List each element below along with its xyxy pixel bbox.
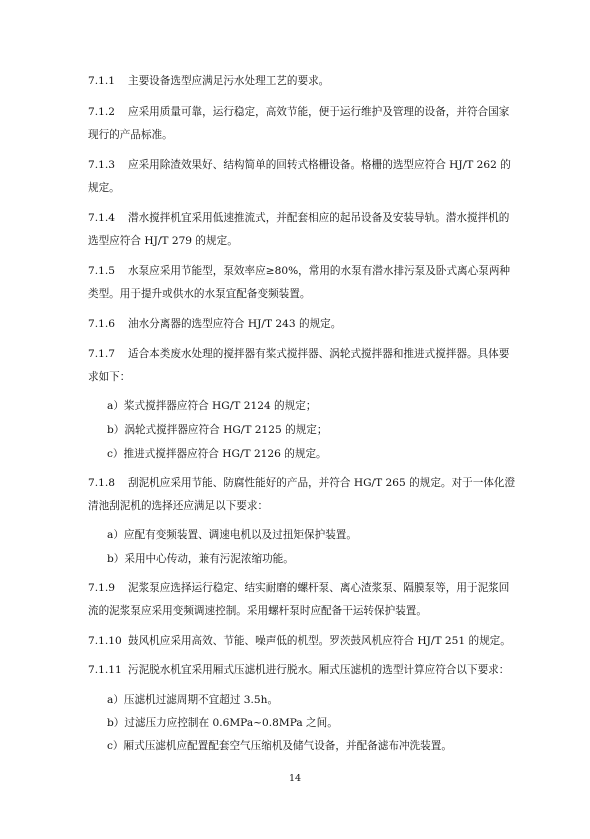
- clause-text: 主要设备选型应满足污水处理工艺的要求。: [128, 75, 330, 87]
- clause-continuation: 清池刮泥机的选择还应满足以下要求：: [88, 500, 269, 512]
- list-item: a）压滤机过滤周期不宜超过 3.5h。: [107, 694, 279, 706]
- clause-text: 应采用质量可靠，运行稳定，高效节能，便于运行维护及管理的设备，并符合国家: [128, 106, 510, 118]
- clause-text: 适合本类废水处理的搅拌器有桨式搅拌器、涡轮式搅拌器和推进式搅拌器。具体要: [128, 348, 510, 360]
- clause-number: 7.1.6: [88, 318, 115, 330]
- clause-number: 7.1.10: [88, 635, 122, 647]
- clause-number: 7.1.1: [88, 75, 115, 87]
- clause-7-1-7: [88, 347, 530, 361]
- list-item: c）推进式搅拌器应符合 HG/T 2126 的规定。: [107, 448, 327, 460]
- clause-continuation: 现行的产品标准。: [88, 129, 173, 141]
- clause-7-1-2: [88, 105, 530, 119]
- list-item: b）采用中心传动，兼有污泥浓缩功能。: [107, 553, 294, 565]
- clause-text: 应采用除渣效果好、结构简单的回转式格栅设备。格栅的选型应符合 HJ/T 262 的: [128, 159, 511, 171]
- clause-number: 7.1.11: [88, 664, 122, 676]
- clause-number: 7.1.3: [88, 159, 115, 171]
- clause-text: 泥浆泵应选择运行稳定、结实耐磨的螺杆泵、离心渣浆泵、隔膜泵等，用于泥浆回: [128, 582, 510, 594]
- clause-text: 潜水搅拌机宜采用低速推流式，并配套相应的起吊设备及安装导轨。潜水搅拌机的: [128, 212, 510, 224]
- clause-number: 7.1.7: [88, 348, 115, 360]
- clause-continuation: 规定。: [88, 182, 120, 194]
- clause-text: 刮泥机应采用节能、防腐性能好的产品，并符合 HG/T 265 的规定。对于一体化澄: [128, 477, 516, 489]
- clause-7-1-4: [88, 211, 530, 225]
- clause-7-1-3: [88, 158, 530, 172]
- clause-continuation: 类型。用于提升或供水的水泵宜配备变频装置。: [88, 288, 311, 300]
- clause-text: 鼓风机应采用高效、节能、噪声低的机型。罗茨鼓风机应符合 HJ/T 251 的规定。: [128, 635, 511, 647]
- clause-number: 7.1.9: [88, 582, 115, 594]
- clause-text: 油水分离器的选型应符合 HJ/T 243 的规定。: [128, 318, 342, 330]
- clause-text: 污泥脱水机宜采用厢式压滤机进行脱水。厢式压滤机的选型计算应符合以下要求：: [128, 664, 510, 676]
- clause-number: 7.1.8: [88, 477, 115, 489]
- clause-text: 水泵应采用节能型，泵效率应≥80%，常用的水泵有潜水排污泵及卧式离心泵两种: [128, 265, 511, 277]
- clause-continuation: 求如下：: [88, 371, 131, 383]
- clause-7-1-11: [88, 663, 530, 677]
- clause-7-1-10: [88, 634, 530, 648]
- clause-number: 7.1.4: [88, 212, 115, 224]
- list-item: a）应配有变频装置、调速电机以及过扭矩保护装置。: [107, 529, 357, 541]
- clause-7-1-8: [88, 476, 530, 490]
- clause-7-1-9: [88, 581, 530, 595]
- list-item: b）涡轮式搅拌器应符合 HG/T 2125 的规定；: [107, 424, 328, 436]
- clause-7-1-5: [88, 264, 530, 278]
- list-item: b）过滤压力应控制在 0.6MPa~0.8MPa 之间。: [107, 717, 338, 729]
- clause-number: 7.1.2: [88, 106, 115, 118]
- clause-7-1-6: [88, 317, 530, 331]
- clause-7-1-1: [88, 74, 530, 88]
- clause-continuation: 选型应符合 HJ/T 279 的规定。: [88, 235, 238, 247]
- clause-number: 7.1.5: [88, 265, 115, 277]
- list-item: c）厢式压滤机应配置配套空气压缩机及储气设备，并配备滤布冲洗装置。: [107, 740, 452, 752]
- clause-continuation: 流的泥浆泵应采用变频调速控制。采用螺杆泵时应配备干运转保护装置。: [88, 605, 427, 617]
- page-number: 14: [288, 773, 302, 784]
- list-item: a）桨式搅拌器应符合 HG/T 2124 的规定；: [107, 400, 317, 412]
